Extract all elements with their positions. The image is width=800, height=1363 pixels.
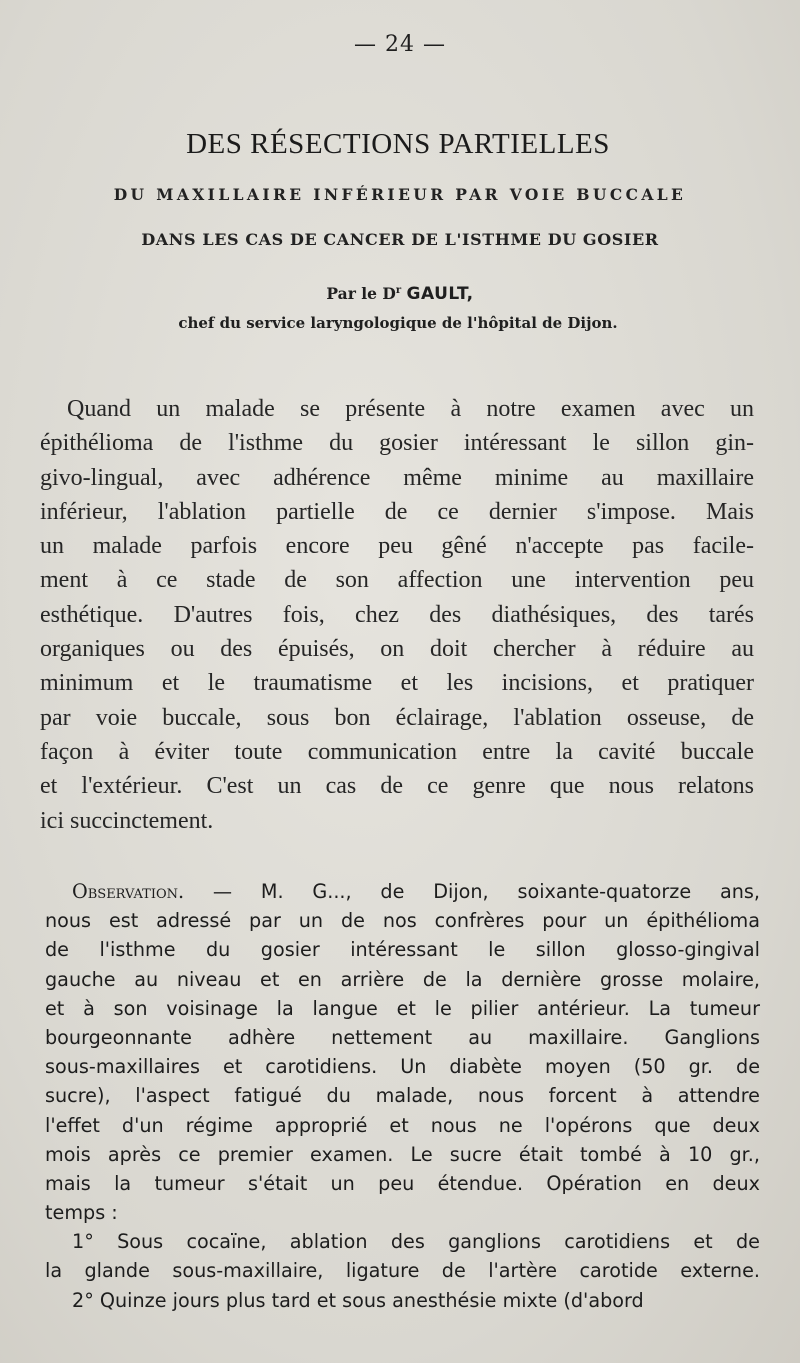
observation-step-1-continued: la glande sous-maxillaire, ligature de l'artère carotide externe. [45, 1259, 760, 1283]
byline [0, 284, 800, 304]
observation-section [45, 877, 760, 1315]
author-name: GAULT, [406, 284, 474, 304]
observation-step-1: 1° Sous cocaïne, ablation des ganglions carotidiens et de [72, 1230, 760, 1254]
observation-first-line-text: — M. G..., de Dijon, soixante-quatorze ans, [184, 880, 760, 903]
intro-line: par voie buccale, sous bon éclairage, l'ablation osseuse, de [40, 704, 754, 731]
intro-line: et l'extérieur. C'est un cas de ce genre que nous relatons [40, 773, 754, 800]
page-number: — 24 — [354, 32, 446, 57]
observation-label: Observation. [72, 880, 185, 903]
intro-line: façon à éviter toute communication entre la cavité buccale [40, 738, 754, 765]
intro-line: ici succinctement. [40, 807, 214, 834]
intro-line: minimum et le traumatisme et les incisions, et pratiquer [40, 670, 754, 697]
observation-line: mois après ce premier examen. Le sucre était tombé à 10 gr., [45, 1142, 760, 1166]
intro-paragraph [40, 392, 754, 838]
intro-line: épithélioma de l'isthme du gosier intéressant le sillon gin- [40, 430, 754, 457]
intro-line: ment à ce stade de son affection une intervention peu [40, 567, 754, 594]
observation-line: mais la tumeur s'était un peu étendue. Opération en deux [45, 1171, 760, 1195]
intro-line: givo-lingual, avec adhérence même minime au maxillaire [40, 464, 754, 491]
observation-line: de l'isthme du gosier intéressant le sillon glosso-gingival [45, 938, 760, 962]
observation-body [45, 906, 760, 1227]
article-subtitle-line-1: DU MAXILLAIRE INFÉRIEUR PAR VOIE BUCCALE [113, 185, 687, 204]
observation-line: l'effet d'un régime approprié et nous ne l'opérons que deux [45, 1113, 760, 1137]
observation-step-2: 2° Quinze jours plus tard et sous anesthésie mixte (d'abord [72, 1288, 644, 1312]
author-affiliation: chef du service laryngologique de l'hôpital de Dijon. [178, 314, 618, 332]
intro-line: inférieur, l'ablation partielle de ce dernier s'impose. Mais [40, 498, 754, 525]
observation-line: sous-maxillaires et carotidiens. Un diabète moyen (50 gr. de [45, 1055, 760, 1079]
observation-line: temps : [45, 1201, 118, 1225]
intro-line: Quand un malade se présente à notre examen avec un [67, 396, 754, 422]
byline-prefix-sup: r [395, 284, 402, 296]
observation-line: gauche au niveau et en arrière de la dernière grosse molaire, [45, 967, 760, 991]
article-title: DES RÉSECTIONS PARTIELLES [186, 128, 610, 160]
observation-line: sucre), l'aspect fatigué du malade, nous forcent à attendre [45, 1084, 760, 1108]
observation-line: et à son voisinage la langue et le pilier antérieur. La tumeur [45, 996, 760, 1020]
intro-line: organiques ou des épuisés, on doit chercher à réduire au [40, 636, 754, 663]
article-subtitle-line-2: DANS LES CAS DE CANCER DE L'ISTHME DU GOSIER [141, 230, 659, 249]
observation-line: nous est adressé par un de nos confrères pour un épithélioma [45, 909, 760, 933]
intro-line: esthétique. D'autres fois, chez des diathésiques, des tarés [40, 601, 754, 628]
byline-prefix: Par le D [326, 284, 396, 303]
observation-first-line [45, 877, 760, 906]
intro-line: un malade parfois encore peu gêné n'accepte pas facile- [40, 533, 754, 560]
observation-line: bourgeonnante adhère nettement au maxillaire. Ganglions [45, 1025, 760, 1049]
